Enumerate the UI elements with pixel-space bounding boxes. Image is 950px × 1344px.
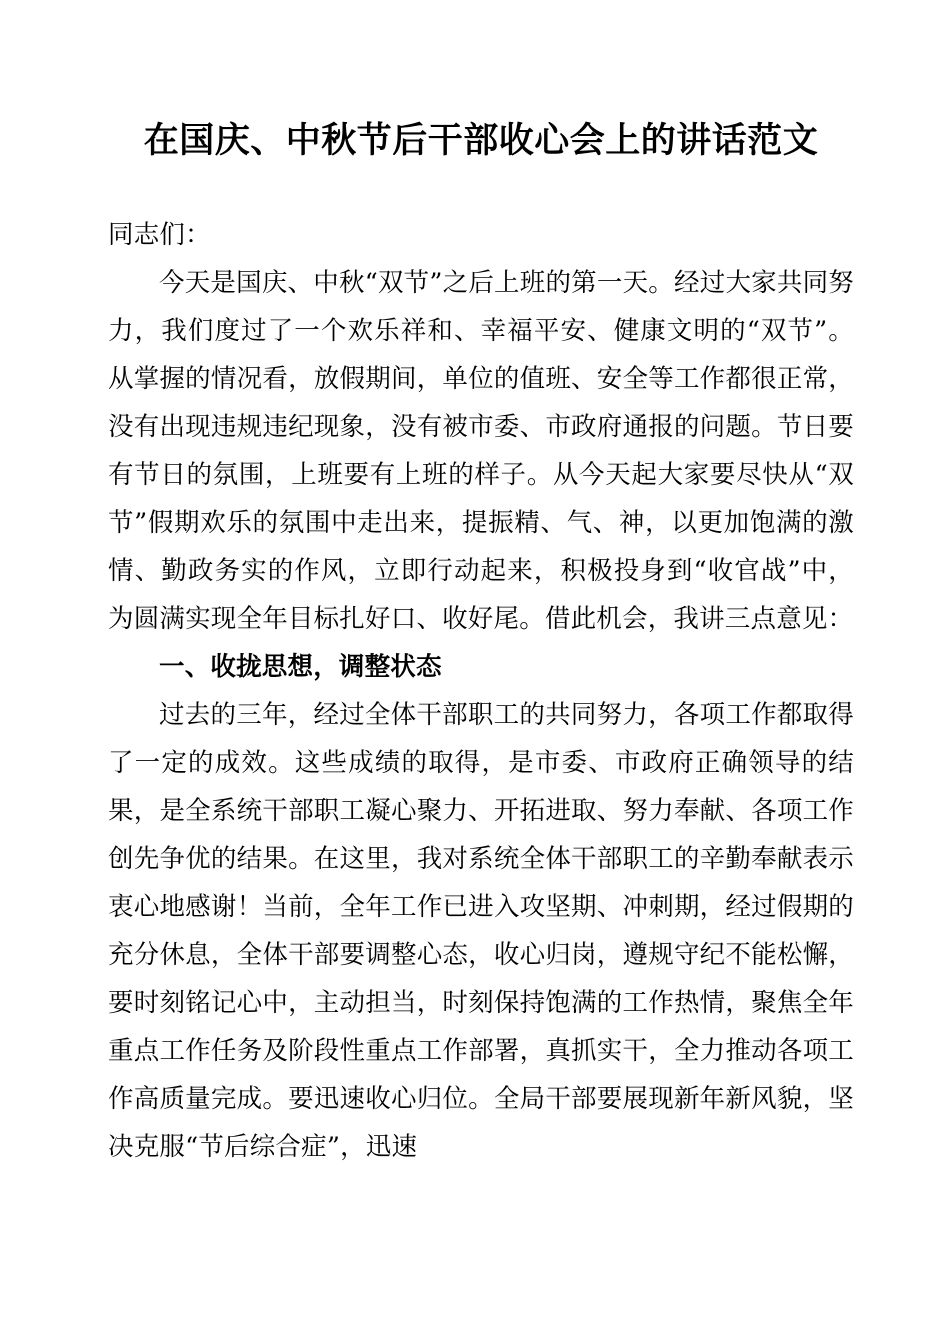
salutation: 同志们： bbox=[108, 220, 211, 251]
body-paragraph-1: 今天是国庆、中秋“双节”之后上班的第一天。经过大家共同努力，我们度过了一个欢乐祥和、幸福平安、健康文明的“双节”。从掌握的情况看，放假期间，单位的值班、安全等工作都很正常，没有出现违规违纪现象，没有被市委、市政府通报的问题。节日要有节日的氛围，上班要有上班的样子。从今天起大家要尽快从“双节”假期欢乐的氛围中走出来，提振精、气、神，以更加饱满的激情、勤政务实的作风，立即行动起来，积极投身到“收官战”中，为圆满实现全年目标扎好口、收好尾。借此机会，我讲三点意见： bbox=[108, 268, 854, 635]
document-title: 在国庆、中秋节后干部收心会上的讲话范文 bbox=[143, 121, 819, 161]
body-paragraph-2: 过去的三年，经过全体干部职工的共同努力，各项工作都取得了一定的成效。这些成绩的取得，是市委、市政府正确领导的结果，是全系统干部职工凝心聚力、开拓进取、努力奉献、各项工作创先争优的结果。在这里，我对系统全体干部职工的辛勤奉献表示衷心地感谢！当前，全年工作已进入攻坚期、冲刺期，经过假期的充分休息，全体干部要调整心态，收心归岗，遵规守纪不能松懈，要时刻铭记心中，主动担当，时刻保持饱满的工作热情，聚焦全年重点工作任务及阶段性重点工作部署，真抓实干，全力推动各项工作高质量完成。要迅速收心归位。全局干部要展现新年新风貌，坚决克服“节后综合症”，迅速 bbox=[108, 700, 854, 1163]
section-heading-1: 一、收拢思想，调整状态 bbox=[159, 652, 442, 683]
